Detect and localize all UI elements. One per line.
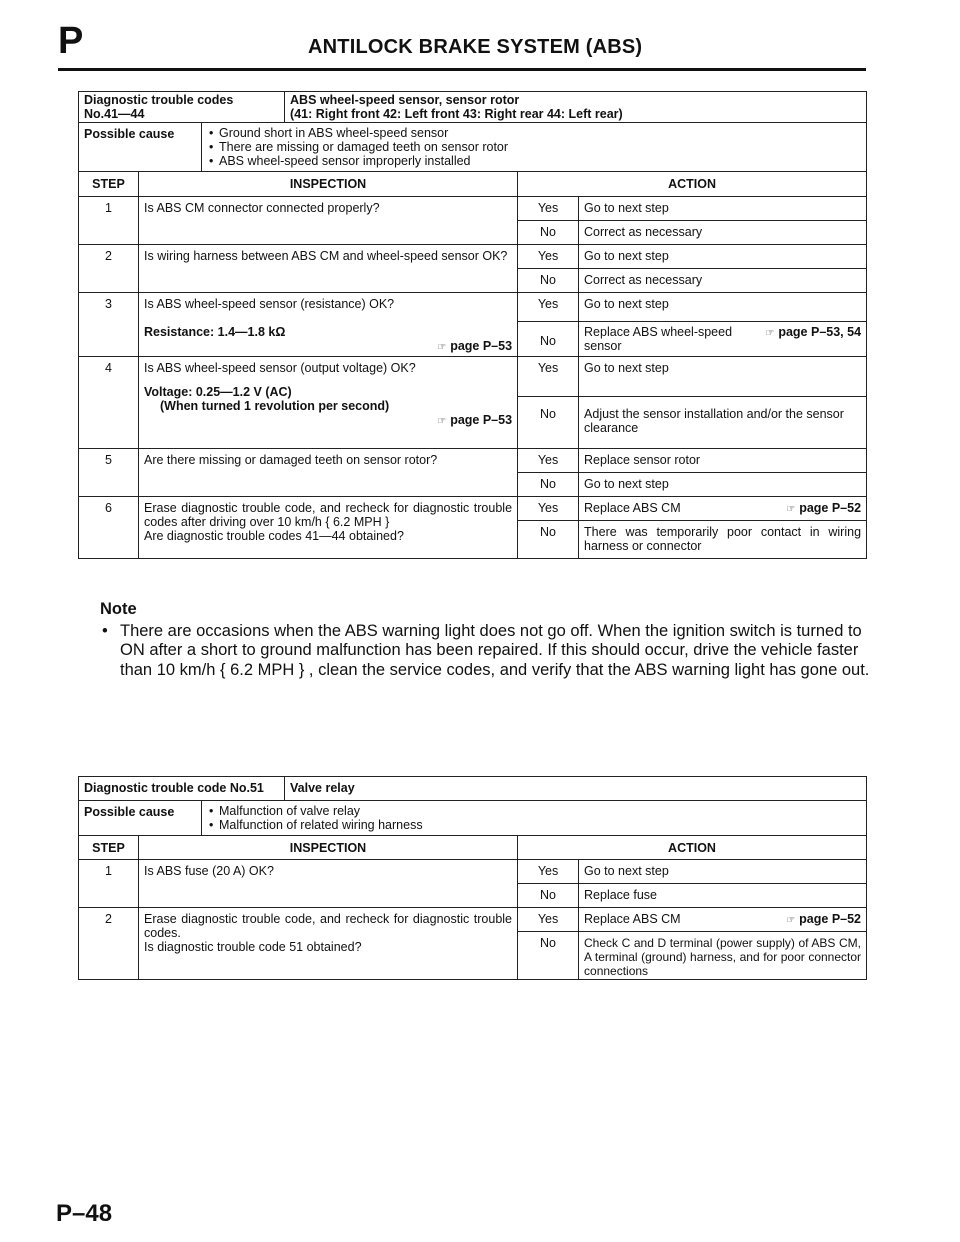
yes-action-cell	[579, 908, 867, 932]
page-reference: ☞ page P–52	[786, 912, 862, 926]
possible-cause-cell	[202, 123, 867, 172]
step-inspection: Is wiring harness between ABS CM and wheel-speed sensor OK?	[139, 245, 518, 293]
possible-cause-row	[79, 801, 867, 836]
no-label: No	[518, 932, 579, 980]
dtc-title: Valve relay	[285, 777, 867, 801]
step-inspection-cell	[139, 357, 518, 449]
cause-item: • There are missing or damaged teeth on sensor rotor	[219, 140, 861, 154]
cause-item: • Malfunction of related wiring harness	[219, 818, 861, 832]
dtc-label: Diagnostic trouble codes	[84, 93, 234, 107]
dtc-label-cell	[79, 92, 285, 123]
page-number: P–48	[56, 1200, 113, 1227]
yes-action-cell	[579, 497, 867, 521]
reference-icon: ☞	[786, 504, 796, 515]
yes-label: Yes	[518, 860, 579, 884]
step-inspection: Are there missing or damaged teeth on sensor rotor?	[139, 449, 518, 497]
step-number: 1	[79, 860, 139, 908]
page-reference: ☞ page P–53	[437, 413, 513, 427]
table-title-row	[79, 92, 867, 123]
cause-item: • Ground short in ABS wheel-speed sensor	[219, 126, 861, 140]
no-action: Go to next step	[579, 473, 867, 497]
step-number: 2	[79, 908, 139, 980]
table-row	[79, 245, 867, 269]
dtc-table-41-44	[78, 91, 867, 559]
cause-item: • Malfunction of valve relay	[219, 804, 861, 818]
yes-label: Yes	[518, 293, 579, 322]
step-inspection: Is ABS fuse (20 A) OK?	[139, 860, 518, 908]
dtc-label: Diagnostic trouble code No.51	[79, 777, 285, 801]
no-action: There was temporarily poor contact in wiring harness or connector	[579, 521, 867, 559]
voltage-spec-condition: (When turned 1 revolution per second)	[160, 399, 390, 413]
possible-cause-cell	[202, 801, 867, 836]
col-step-header: STEP	[79, 172, 139, 197]
no-action: Check C and D terminal (power supply) of ABS CM, A terminal (ground) harness, and for poor connector connections	[579, 932, 867, 980]
resistance-spec: Resistance: 1.4—1.8 kΩ	[144, 325, 286, 339]
yes-label: Yes	[518, 197, 579, 221]
yes-action: Go to next step	[579, 197, 867, 221]
no-label: No	[518, 473, 579, 497]
col-inspection-header: INSPECTION	[139, 836, 518, 860]
yes-label: Yes	[518, 908, 579, 932]
cause-item: • ABS wheel-speed sensor improperly installed	[219, 154, 861, 168]
yes-action: Go to next step	[579, 245, 867, 269]
step-number: 1	[79, 197, 139, 245]
step-inspection-cell	[139, 293, 518, 357]
section-letter: P	[58, 20, 84, 62]
dtc-title-cell	[285, 92, 867, 123]
no-action: Correct as necessary	[579, 221, 867, 245]
step-inspection: Is ABS wheel-speed sensor (output voltage) OK?	[144, 361, 416, 375]
step-inspection-cell	[139, 908, 518, 980]
yes-action: Replace ABS CM	[584, 501, 681, 515]
step-inspection-cell	[139, 497, 518, 559]
table-row	[79, 293, 867, 322]
note-block	[100, 600, 870, 680]
dtc-subtitle: (41: Right front 42: Left front 43: Right rear 44: Left rear)	[290, 107, 623, 121]
no-label: No	[518, 884, 579, 908]
step-number: 4	[79, 357, 139, 449]
page-reference: ☞ page P–52	[786, 501, 862, 515]
dtc-table-51	[78, 776, 867, 980]
table-row	[79, 497, 867, 521]
step-number: 5	[79, 449, 139, 497]
reference-icon: ☞	[437, 416, 447, 427]
no-action: Replace ABS wheel-speed sensor	[584, 325, 733, 354]
table-row	[79, 197, 867, 221]
step-inspection-question: Is diagnostic trouble code 51 obtained?	[144, 940, 362, 954]
reference-icon: ☞	[765, 328, 775, 340]
table-title-row	[79, 777, 867, 801]
step-number: 6	[79, 497, 139, 559]
possible-cause-label: Possible cause	[79, 801, 202, 836]
yes-action: Go to next step	[579, 357, 867, 397]
step-number: 3	[79, 293, 139, 357]
voltage-spec: Voltage: 0.25—1.2 V (AC)	[144, 385, 292, 399]
table-row	[79, 908, 867, 932]
col-action-header: ACTION	[518, 172, 867, 197]
note-title: Note	[100, 600, 137, 618]
no-action: Replace fuse	[579, 884, 867, 908]
dtc-title: ABS wheel-speed sensor, sensor rotor	[290, 93, 520, 107]
no-action: Correct as necessary	[579, 269, 867, 293]
reference-icon: ☞	[786, 915, 796, 926]
table-row	[79, 449, 867, 473]
yes-action: Replace sensor rotor	[579, 449, 867, 473]
page-reference: ☞ page P–53	[437, 339, 513, 353]
column-header-row	[79, 172, 867, 197]
step-inspection: Is ABS CM connector connected properly?	[139, 197, 518, 245]
no-label: No	[518, 221, 579, 245]
table-row	[79, 860, 867, 884]
no-action-cell	[579, 322, 867, 357]
no-label: No	[518, 521, 579, 559]
no-label: No	[518, 322, 579, 357]
reference-icon: ☞	[437, 342, 447, 353]
column-header-row	[79, 836, 867, 860]
col-step-header: STEP	[79, 836, 139, 860]
note-text: • There are occasions when the ABS warning light does not go off. When the ignition switch is turned to ON after a short to ground malfunction has been repaired. If this should occur, drive the vehicle faster than 10 km/h { 6.2 MPH } , clean the service codes, and verify that the ABS warning light has gone out.	[100, 622, 870, 681]
possible-cause-row	[79, 123, 867, 172]
col-action-header: ACTION	[518, 836, 867, 860]
yes-label: Yes	[518, 357, 579, 397]
header-rule	[58, 68, 866, 71]
yes-action: Go to next step	[579, 860, 867, 884]
page-title: ANTILOCK BRAKE SYSTEM (ABS)	[308, 36, 643, 58]
possible-cause-label: Possible cause	[79, 123, 202, 172]
page-reference: ☞ page P–53, 54	[765, 325, 862, 340]
col-inspection-header: INSPECTION	[139, 172, 518, 197]
yes-label: Yes	[518, 449, 579, 473]
yes-action: Replace ABS CM	[584, 912, 681, 926]
yes-action: Go to next step	[579, 293, 867, 322]
table-row	[79, 357, 867, 397]
no-label: No	[518, 397, 579, 449]
no-label: No	[518, 269, 579, 293]
no-action: Adjust the sensor installation and/or the sensor clearance	[579, 397, 867, 449]
step-number: 2	[79, 245, 139, 293]
step-inspection: Erase diagnostic trouble code, and recheck for diagnostic trouble codes after driving over 10 km/h { 6.2 MPH }	[144, 501, 513, 529]
dtc-codes: No.41—44	[84, 107, 145, 121]
step-inspection-question: Are diagnostic trouble codes 41—44 obtained?	[144, 529, 404, 543]
step-inspection: Erase diagnostic trouble code, and recheck for diagnostic trouble codes.	[144, 912, 513, 940]
step-inspection: Is ABS wheel-speed sensor (resistance) OK?	[144, 297, 395, 311]
yes-label: Yes	[518, 497, 579, 521]
yes-label: Yes	[518, 245, 579, 269]
